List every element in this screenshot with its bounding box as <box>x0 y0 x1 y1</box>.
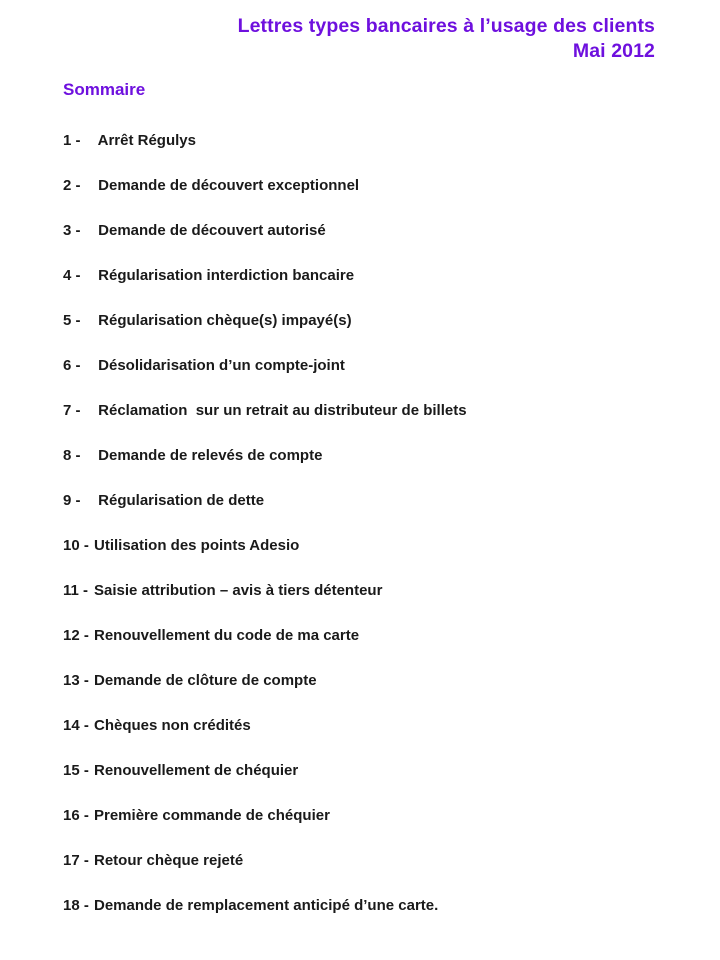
summary-item-label: Demande de remplacement anticipé d’une carte. <box>94 897 439 914</box>
summary-item[interactable] <box>63 357 683 402</box>
summary-item[interactable] <box>63 132 683 177</box>
summary-item-label: Renouvellement du code de ma carte <box>94 627 360 644</box>
summary-item-label: Demande de relevés de compte <box>94 447 323 464</box>
summary-item-label: Utilisation des points Adesio <box>94 537 300 554</box>
summary-item-number: 2 - <box>63 177 85 194</box>
summary-item-number: 3 - <box>63 222 85 239</box>
sommaire-heading: Sommaire <box>63 80 146 99</box>
summary-item[interactable] <box>63 177 683 222</box>
summary-item[interactable] <box>63 852 683 897</box>
summary-item[interactable] <box>63 402 683 447</box>
summary-item[interactable] <box>63 717 683 762</box>
summary-item-number: 18 - <box>63 897 89 914</box>
summary-item-number: 4 - <box>63 267 85 284</box>
title-line-main: Lettres types bancaires à l’usage des clients <box>237 15 655 37</box>
summary-item[interactable] <box>63 447 683 492</box>
summary-item-number: 5 - <box>63 312 85 329</box>
summary-item-label: Réclamation sur un retrait au distributeur de billets <box>94 402 467 419</box>
summary-item-number: 8 - <box>63 447 85 464</box>
summary-item[interactable] <box>63 537 683 582</box>
summary-item-label: Demande de clôture de compte <box>94 672 317 689</box>
summary-item-number: 13 - <box>63 672 89 689</box>
title-line-date: Mai 2012 <box>572 40 655 62</box>
summary-item-number: 15 - <box>63 762 89 779</box>
summary-item[interactable] <box>63 672 683 717</box>
summary-item-label: Régularisation de dette <box>94 492 265 509</box>
summary-item-label: Première commande de chéquier <box>94 807 330 824</box>
summary-item-label: Retour chèque rejeté <box>94 852 244 869</box>
summary-item-number: 10 - <box>63 537 89 554</box>
summary-item[interactable] <box>63 897 683 942</box>
summary-item-label: Renouvellement de chéquier <box>94 762 299 779</box>
summary-item[interactable] <box>63 312 683 357</box>
summary-item-number: 6 - <box>63 357 85 374</box>
summary-item-label: Demande de découvert autorisé <box>94 222 326 239</box>
summary-item-label: Arrêt Régulys <box>94 132 196 149</box>
summary-item-label: Désolidarisation d’un compte-joint <box>94 357 345 374</box>
document-title <box>60 14 655 64</box>
summary-item-label: Régularisation chèque(s) impayé(s) <box>94 312 352 329</box>
summary-item-number: 7 - <box>63 402 85 419</box>
summary-item-label: Chèques non crédités <box>94 717 251 734</box>
summary-item-number: 14 - <box>63 717 89 734</box>
summary-item-number: 11 - <box>63 582 89 599</box>
summary-item-number: 16 - <box>63 807 89 824</box>
summary-item[interactable] <box>63 762 683 807</box>
summary-item-number: 17 - <box>63 852 89 869</box>
summary-item[interactable] <box>63 492 683 537</box>
summary-item-label: Saisie attribution – avis à tiers détenteur <box>94 582 383 599</box>
summary-item[interactable] <box>63 267 683 312</box>
summary-item[interactable] <box>63 807 683 852</box>
summary-item[interactable] <box>63 627 683 672</box>
summary-list <box>63 132 683 942</box>
summary-item[interactable] <box>63 582 683 627</box>
summary-item-label: Demande de découvert exceptionnel <box>94 177 360 194</box>
summary-item[interactable] <box>63 222 683 267</box>
summary-item-number: 9 - <box>63 492 85 509</box>
summary-item-label: Régularisation interdiction bancaire <box>94 267 355 284</box>
summary-item-number: 1 - <box>63 132 85 149</box>
summary-item-number: 12 - <box>63 627 89 644</box>
